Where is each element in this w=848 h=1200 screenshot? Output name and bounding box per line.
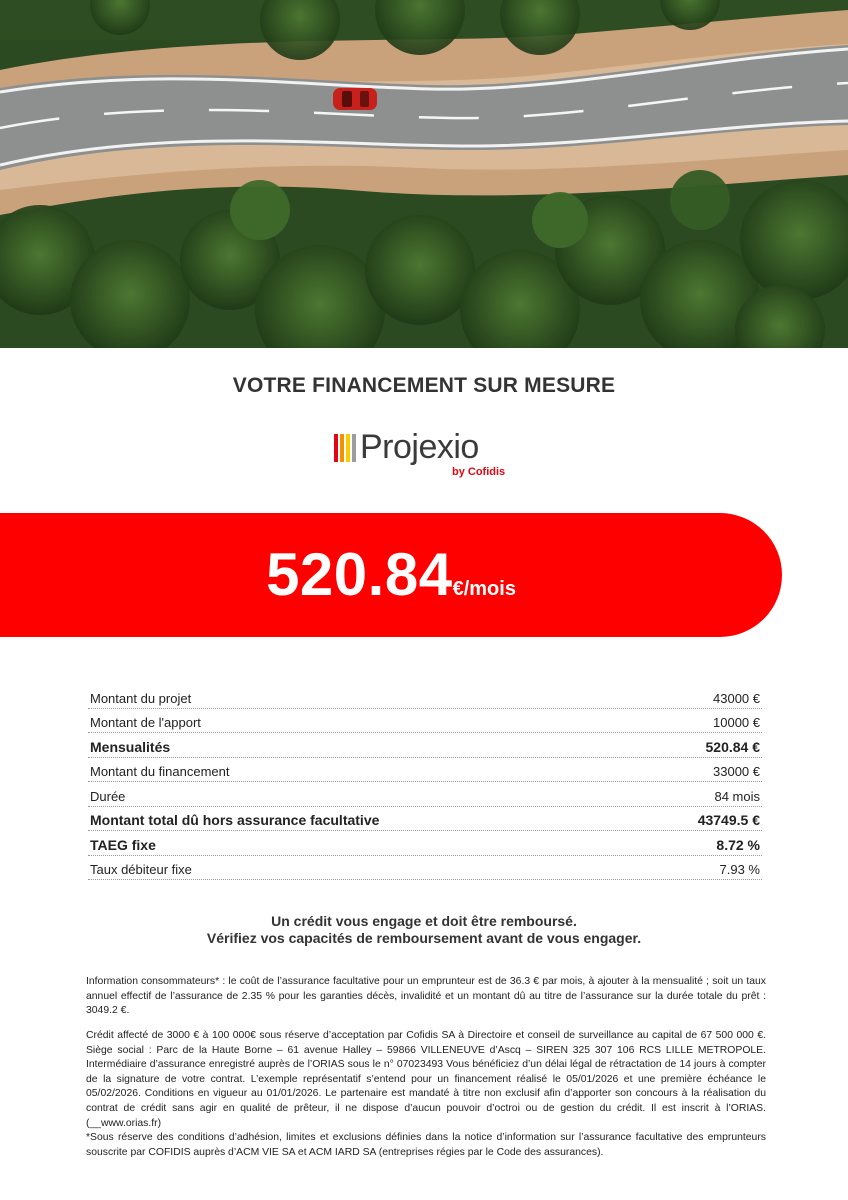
detail-value: 7.93 % [719,862,760,877]
projexio-logo [334,428,534,480]
legal-warning [0,913,848,947]
credit-terms-text: Crédit affecté de 3000 € à 100 000€ sous réserve d’acceptation par Cofidis SA à Directoire et conseil de surveillance au capital de 67 500 000 €. Siège social : Parc de la Haute Borne – 61 avenue Halley – 59866 VILLENEUVE d’Ascq – SIREN 325 307 106 RCS LILLE METROPOLE. Intermédiaire d’assurance enregistré auprès de l’ORIAS sous le n° 07023493 Vous bénéficiez d’un délai légal de rétractation de 14 jours à compter de la signature de votre contrat. L’exemple représentatif s’entend pour un financement réalisé le 05/01/2026 et une première échéance le 05/02/2026. Conditions en vigueur au 01/01/2026. Le partenaire est mandaté à titre non exclusif afin d’apporter son concours à la réalisation du contrat de crédit sans agir en qualité de prêteur, il ne dispose d’aucun pouvoir d’octroi ou de gestion du crédit. Il est inscrit à l’ORIAS. (__www.orias.fr) [86,1030,766,1129]
detail-value: 84 mois [714,788,760,804]
detail-label: Montant de l'apport [90,715,201,730]
monthly-payment-banner [0,513,782,637]
logo-bar-grey [352,434,356,462]
insurance-footnote: *Sous réserve des conditions d’adhésion, limites et exclusions définies dans la notice d’information sur l’assurance facultative des emprunteurs souscrite par COFIDIS auprès d’ACM VIE SA et ACM IARD SA (entreprises régies par le Code des assurances). [86,1132,766,1158]
insurance-information [86,975,766,1019]
detail-row [88,856,762,881]
detail-row [88,733,762,758]
detail-row [88,709,762,734]
detail-label: Montant du financement [90,764,230,779]
detail-label: Mensualités [90,738,171,755]
detail-row [88,831,762,856]
detail-row [88,758,762,783]
detail-row [88,684,762,709]
logo-bar-yellow [346,434,350,462]
page-title: VOTRE FINANCEMENT SUR MESURE [232,374,616,397]
detail-value: 8.72 % [716,836,760,853]
detail-label: Montant total dû hors assurance facultative [90,812,380,828]
monthly-amount: 520.84 [266,541,453,608]
hero-photo [0,0,848,348]
brand-tagline: by Cofidis [452,466,506,478]
legal-mentions [86,1029,766,1160]
detail-value: 43000 € [713,690,760,706]
detail-label: TAEG fixe [90,836,156,853]
detail-value: 520.84 € [705,738,760,755]
warning-line-1: Un crédit vous engage et doit être remboursé. [271,913,577,929]
detail-label: Taux débiteur fixe [90,862,192,877]
car [333,88,377,110]
monthly-payment [0,513,782,637]
detail-value: 10000 € [713,715,760,730]
financing-details-table [88,684,762,880]
detail-label: Durée [90,788,126,804]
detail-value: 43749.5 € [697,812,760,828]
brand-name: Projexio [360,428,479,466]
logo-bar-red [334,434,338,462]
detail-row [88,807,762,832]
detail-row [88,782,762,807]
detail-label: Montant du projet [90,690,192,706]
detail-value: 33000 € [713,764,760,779]
warning-line-2: Vérifiez vos capacités de remboursement avant de vous engager. [206,930,642,946]
logo-bar-orange [340,434,344,462]
insurance-info-text: Information consommateurs* : le coût de l’assurance facultative pour un emprunteur est de 36.3 € par mois, à ajouter à la mensualité ; soit un taux annuel effectif de l’assurance de 2.35 % pour les garanties décès, invalidité et un montant dû au titre de l’assurance sur la durée totale du prêt : 3049.2 €. [86,976,766,1017]
monthly-unit: €/mois [452,578,516,600]
